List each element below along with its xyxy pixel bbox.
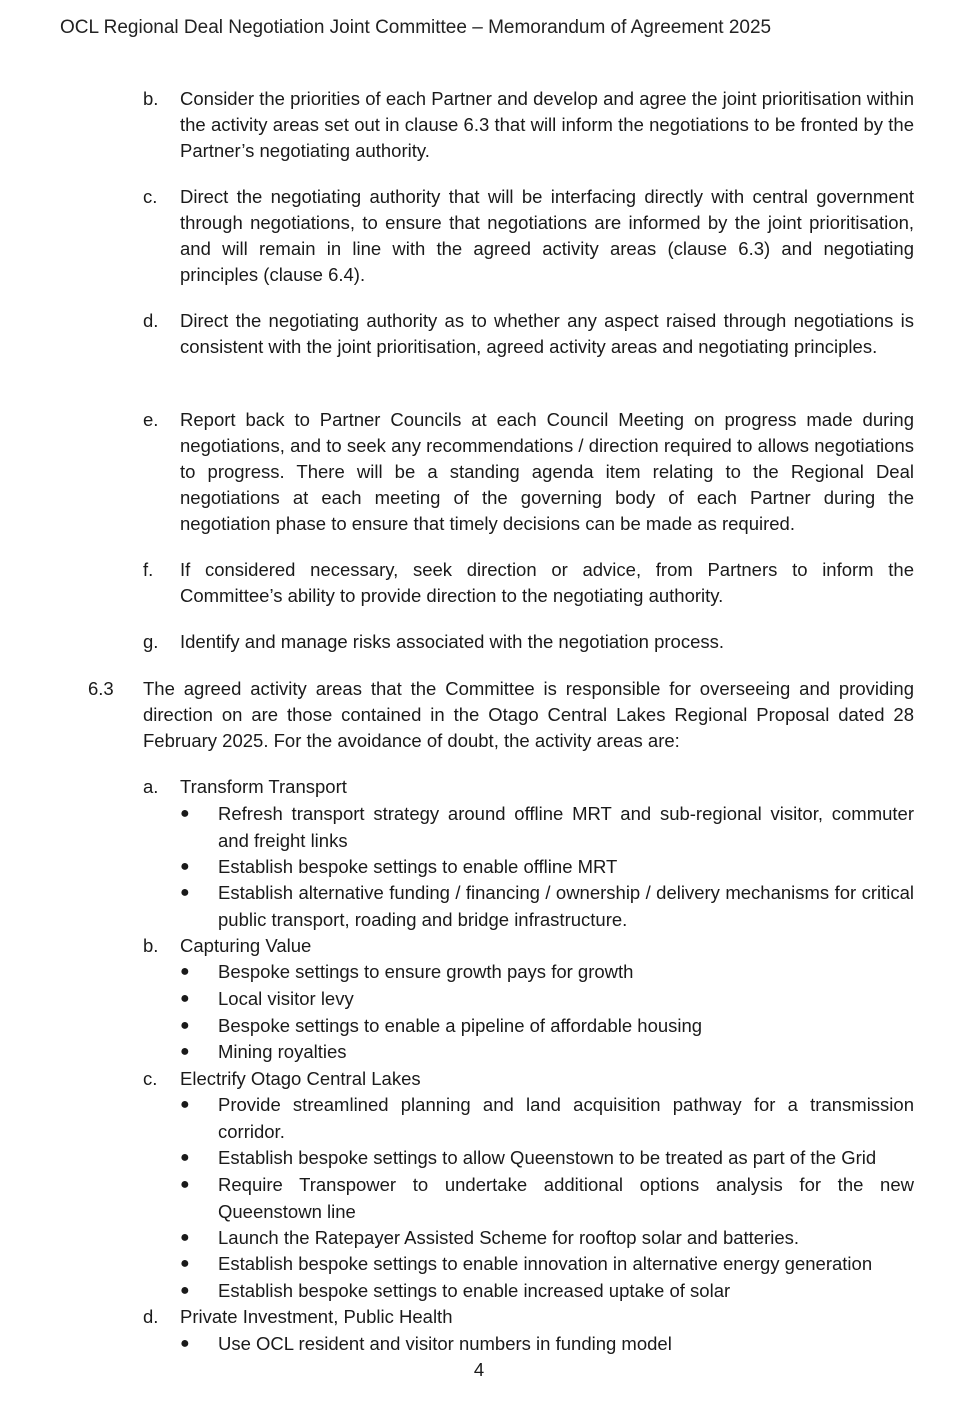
activity-area-title: Capturing Value [180, 935, 312, 956]
bullet-icon: ● [180, 990, 190, 1007]
bullet-item: Refresh transport strategy around offline MRT and sub-regional visitor, commuter and freight links [218, 803, 914, 851]
list-item-text: Identify and manage risks associated with the negotiation process. [180, 631, 725, 652]
list-item-text: If considered necessary, seek direction or advice, from Partners to inform the Committee’s ability to provide direction to the negotiating authority. [180, 559, 914, 606]
bullet-item: Establish bespoke settings to enable innovation in alternative energy generation [218, 1253, 873, 1274]
bullet-item: Bespoke settings to ensure growth pays for growth [218, 961, 634, 982]
bullet-item: Establish alternative funding / financing / ownership / delivery mechanisms for critical public transport, roading and bridge infrastructure. [218, 882, 914, 930]
list-item-text: Direct the negotiating authority as to whether any aspect raised through negotiations is consistent with the joint prioritisation, agreed activity areas and negotiating principles. [180, 310, 914, 357]
list-item-label: f. [143, 559, 154, 580]
list-item-text: Direct the negotiating authority that will be interfacing directly with central government through negotiations, to ensure that negotiations are informed by the joint prioritisation, and will remain in line with the agreed activity areas (clause 6.3) and negotiating principles (clause 6.4). [180, 186, 914, 285]
bullet-item: Establish bespoke settings to enable offline MRT [218, 856, 618, 877]
bullet-item: Local visitor levy [218, 988, 354, 1009]
bullet-icon: ● [180, 1149, 190, 1166]
bullet-item: Establish bespoke settings to enable increased uptake of solar [218, 1280, 731, 1301]
bullet-icon: ● [180, 1229, 190, 1246]
list-item-text: Report back to Partner Councils at each Council Meeting on progress made during negotiations, and to seek any recommendations / direction required to allows negotiations to progress. There will be a standing agenda item relating to the Regional Deal negotiations at each meeting of the governing body of each Partner during the negotiation phase to ensure that timely decisions can be made as required. [180, 409, 914, 534]
bullet-icon: ● [180, 1335, 190, 1352]
list-item-label: d. [143, 310, 159, 331]
bullet-item: Provide streamlined planning and land acquisition pathway for a transmission corridor. [218, 1094, 914, 1142]
bullet-icon: ● [180, 1017, 190, 1034]
list-item-label: b. [143, 88, 159, 109]
page-header: OCL Regional Deal Negotiation Joint Committee – Memorandum of Agreement 2025 [60, 17, 772, 38]
list-item-text: Consider the priorities of each Partner and develop and agree the joint prioritisation within the activity areas set out in clause 6.3 that will inform the negotiations to be fronted by the Partner’s negotiating authority. [180, 88, 914, 161]
activity-area-label: b. [143, 935, 159, 956]
bullet-icon: ● [180, 1255, 190, 1272]
bullet-icon: ● [180, 963, 190, 980]
bullet-icon: ● [180, 884, 190, 901]
bullet-item: Launch the Ratepayer Assisted Scheme for rooftop solar and batteries. [218, 1227, 800, 1248]
bullet-icon: ● [180, 805, 190, 822]
activity-area-title: Private Investment, Public Health [180, 1306, 453, 1327]
activity-area-label: d. [143, 1306, 159, 1327]
bullet-icon: ● [180, 1096, 190, 1113]
bullet-item: Mining royalties [218, 1041, 347, 1062]
clause-text: The agreed activity areas that the Committee is responsible for overseeing and providing direction on are those contained in the Otago Central Lakes Regional Proposal dated 28 February 2025. For the avoidance of doubt, the activity areas are: [143, 678, 914, 751]
page-number: 4 [473, 1359, 485, 1380]
bullet-item: Bespoke settings to enable a pipeline of affordable housing [218, 1015, 703, 1036]
bullet-item: Require Transpower to undertake additional options analysis for the new Queenstown line [218, 1174, 914, 1222]
list-item-label: e. [143, 409, 159, 430]
activity-area-label: a. [143, 776, 159, 797]
bullet-icon: ● [180, 1176, 190, 1193]
list-item-label: c. [143, 186, 158, 207]
bullet-item: Establish bespoke settings to allow Queenstown to be treated as part of the Grid [218, 1147, 877, 1168]
clause-number: 6.3 [88, 678, 114, 699]
activity-area-title: Electrify Otago Central Lakes [180, 1068, 421, 1089]
bullet-icon: ● [180, 1043, 190, 1060]
bullet-icon: ● [180, 1282, 190, 1299]
list-item-label: g. [143, 631, 159, 652]
activity-area-label: c. [143, 1068, 158, 1089]
bullet-icon: ● [180, 858, 190, 875]
activity-area-title: Transform Transport [180, 776, 347, 797]
bullet-item: Use OCL resident and visitor numbers in funding model [218, 1333, 672, 1354]
